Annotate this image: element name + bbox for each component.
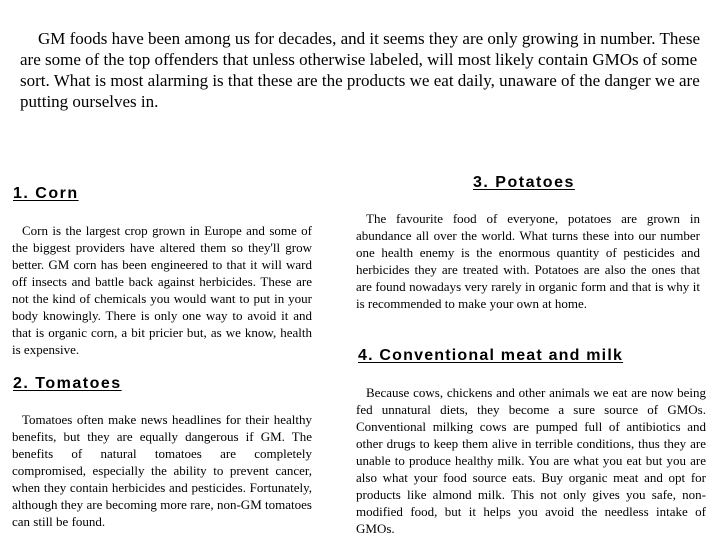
heading-corn: 1. Corn <box>13 185 79 202</box>
paragraph-tomatoes: Tomatoes often make news headlines for their healthy benefits, but they are equally dangerous if GM. The benefits of natural tomatoes are completely compromised, especially the ability to prevent cancer, when they contain herbicides and pesticides. Fortunately, although they are becoming more rare, non-GM tomatoes can still be found. <box>12 412 312 529</box>
intro-paragraph: GM foods have been among us for decades, and it seems they are only growing in number. These are some of the top offenders that unless otherwise labeled, will most likely contain GMOs of some sort. What is most alarming is that these are the products we eat daily, unaware of the danger we are putting ourselves in. <box>20 29 701 111</box>
paragraph-potatoes: The favourite food of everyone, potatoes are grown in abundance all over the world. What turns these into our number one health enemy is the enormous quantity of pesticides and herbicides they are treated with. Potatoes are also the ones that are found nowadays very rarely in organic form and that is why it is recommended to make your own at home. <box>356 211 700 311</box>
paragraph-meat-milk: Because cows, chickens and other animals we eat are now being fed unnatural diets, they become a sure source of GMOs. Conventional milking cows are pumped full of antibiotics and other drugs to keep them alive in terrible conditions, thus they are unable to produce healthy milk. You are what you eat but you are also what your food source eats. Buy organic meat and opt for products like almond milk. This not only gives you safe, non-modified food, but it helps you avoid the needless intake of GMOs. <box>356 385 706 536</box>
heading-meat-milk: 4. Conventional meat and milk <box>358 347 624 364</box>
heading-tomatoes: 2. Tomatoes <box>13 375 122 392</box>
paragraph-corn: Corn is the largest crop grown in Europe and some of the biggest providers have altered them so they'll grow better. GM corn has been engineered to that it will ward off insects and battle back against herbicides. These are not the kind of chemicals you would want to put in your body knowingly. There is only one way to avoid it and that is organic corn, a bit pricier but, as we know, health is expensive. <box>12 223 312 357</box>
heading-potatoes: 3. Potatoes <box>473 174 575 191</box>
